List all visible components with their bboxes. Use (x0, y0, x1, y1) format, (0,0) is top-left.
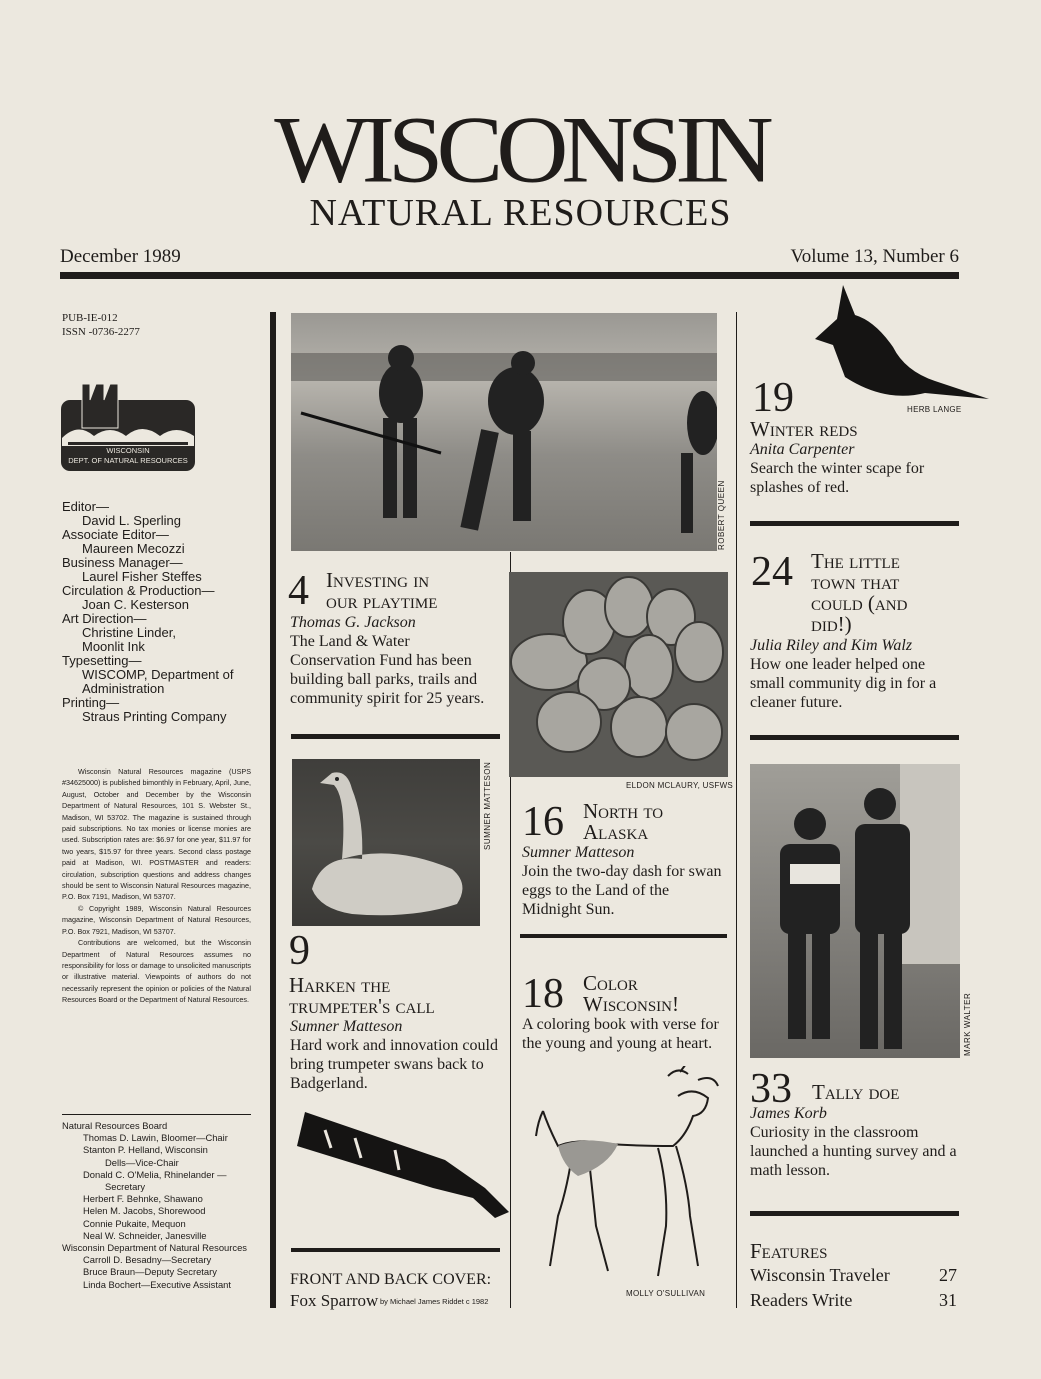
staff-typesetting-name1: WISCOMP, Department of (82, 667, 234, 682)
fine-print (62, 766, 251, 1006)
article-9-title-1: Harken the (289, 973, 391, 997)
marker-illustration (295, 1100, 515, 1230)
cover-subject: Fox Sparrow (290, 1291, 379, 1310)
board-member: Herbert F. Behnke, Shawano (83, 1193, 203, 1205)
board-rule (62, 1114, 251, 1115)
swan-photo (292, 759, 480, 926)
staff-business-role: Business Manager— (62, 555, 183, 570)
article-18-title-1: Color (583, 971, 638, 995)
article-24-title-4: did!) (811, 612, 852, 636)
article-4-title-2: our playtime (326, 589, 438, 613)
board-member: Stanton P. Helland, Wisconsin (83, 1144, 208, 1156)
article-19-desc: Search the winter scape for splashes of red. (750, 460, 925, 496)
article-19-rule (750, 521, 959, 526)
article-18-title-2: Wisconsin! (583, 992, 679, 1016)
staff-typesetting-role: Typesetting— (62, 653, 142, 668)
article-24-title-3: could (and (811, 591, 908, 615)
issue-date: December 1989 (60, 246, 181, 267)
eggs-credit: ELDON MCLAURY, USFWS (626, 781, 734, 790)
issue-volume: Volume 13, Number 6 (790, 246, 959, 267)
cover-rule (291, 1248, 500, 1252)
article-33-author: James Korb (750, 1105, 827, 1122)
staff-list (62, 500, 262, 724)
staff-circulation-name: Joan C. Kesterson (82, 597, 189, 612)
feature-page-readers: 31 (939, 1290, 957, 1310)
staff-circulation-role: Circulation & Production— (62, 583, 215, 598)
article-4-desc: The Land & Water Conservation Fund has been building ball parks, trails and community spirit for 25 years. (290, 633, 485, 707)
article-16-author: Sumner Matteson (522, 844, 635, 861)
article-19-number: 19 (752, 375, 794, 421)
masthead-title: WISCONSIN (274, 96, 767, 203)
article-33-number: 33 (750, 1066, 792, 1112)
dept-heading: Wisconsin Department of Natural Resources (62, 1242, 247, 1254)
cardinal-illustration (805, 285, 990, 400)
feature-item-traveler: Wisconsin Traveler (750, 1265, 890, 1285)
board-member: Secretary (105, 1181, 146, 1193)
article-4-rule (291, 734, 500, 739)
board-member: Connie Pukaite, Mequon (83, 1217, 186, 1229)
staff-editor-name: David L. Sperling (82, 513, 181, 528)
article-33-rule (750, 1211, 959, 1216)
board-list (62, 1120, 257, 1291)
features-heading: Features (750, 1239, 828, 1263)
staff-art-role: Art Direction— (62, 611, 147, 626)
staff-assoc-role: Associate Editor— (62, 527, 169, 542)
article-24-title-2: town that (811, 570, 900, 594)
skaters-photo (291, 313, 717, 551)
logo-line2: DEPT. OF NATURAL RESOURCES (68, 456, 188, 465)
article-33-title: Tally doe (812, 1080, 900, 1104)
swan-credit: SUMNER MATTESON (483, 761, 492, 850)
board-member: Neal W. Schneider, Janesville (83, 1229, 207, 1241)
cover-credit: by Michael James Riddet c 1982 (380, 1297, 489, 1306)
article-16-rule (520, 934, 727, 938)
people-photo (750, 764, 960, 1058)
article-9-title-2: trumpeter's call (289, 994, 435, 1018)
feature-page-traveler: 27 (939, 1265, 957, 1285)
article-24-rule (750, 735, 959, 740)
article-16-title-2: Alaska (583, 820, 649, 844)
article-24-number: 24 (751, 549, 793, 595)
staff-typesetting-name2: Administration (82, 681, 165, 696)
staff-art-name1: Christine Linder, (82, 625, 176, 640)
cover-heading: FRONT AND BACK COVER: (290, 1271, 492, 1288)
board-heading: Natural Resources Board (62, 1120, 168, 1131)
staff-printing-role: Printing— (62, 695, 120, 710)
article-33-desc: Curiosity in the classroom launched a hunting survey and a math lesson. (750, 1124, 957, 1179)
pub-id: PUB-IE-012 (62, 312, 118, 324)
masthead-rule (60, 272, 959, 279)
article-9-number: 9 (289, 928, 310, 974)
fine-print-publication: Wisconsin Natural Resources magazine (USPS #34625000) is published bimonthly in February, April, June, August, October and December by the Wisconsin Department of Natural Resources, 101 S. Webster St., Madison, WI 53702. The magazine is sustained through paid subscriptions. No tax monies or license monies are used. Subscription rates are: $6.97 for one year, $11.97 for two years, $15.97 for three years. Second class postage paid at Madison, WI. POSTMASTER and readers: circulation, subscription questions and address changes should be sent to Wisconsin Natural Resources magazine, P.O. Box 7191, Madison, WI 53707. (62, 767, 251, 902)
cardinal-credit: HERB LANGE (907, 405, 962, 414)
masthead-subtitle: NATURAL RESOURCES (309, 192, 732, 234)
board-member: Donald C. O'Melia, Rhinelander — (83, 1168, 227, 1180)
fine-print-contributions: Contributions are welcomed, but the Wisconsin Department of Natural Resources assumes no responsibility for loss or damage to unsolicited manuscripts or illustrative material. Viewpoints of authors do not necessarily represent the opinion or policies of the Natural Resources Board or the Department of Natural Resources. (62, 938, 251, 1005)
deer-drawing (518, 1066, 728, 1288)
feature-item-readers: Readers Write (750, 1290, 853, 1310)
article-16-number: 16 (522, 799, 564, 845)
article-4-author: Thomas G. Jackson (290, 614, 416, 631)
column-divider-right (736, 312, 737, 1308)
staff-business-name: Laurel Fisher Steffes (82, 569, 202, 584)
article-24-title-1: The little (811, 549, 900, 573)
dept-member: Carroll D. Besadny—Secretary (83, 1254, 212, 1266)
article-19-title: Winter reds (750, 417, 858, 441)
marker-icon (295, 1100, 515, 1230)
article-24-author: Julia Riley and Kim Walz (750, 637, 913, 654)
logo-line1: WISCONSIN (106, 446, 150, 455)
board-member: Helen M. Jacobs, Shorewood (83, 1205, 206, 1217)
cardinal-icon (805, 285, 990, 400)
article-16-desc: Join the two-day dash for swan eggs to the Land of the Midnight Sun. (522, 863, 722, 918)
staff-assoc-name: Maureen Mecozzi (82, 541, 185, 556)
skaters-credit: ROBERT QUEEN (717, 480, 726, 550)
staff-printing-name: Straus Printing Company (82, 709, 227, 724)
staff-editor-role: Editor— (62, 499, 109, 514)
article-19-author: Anita Carpenter (750, 441, 855, 458)
dept-member: Linda Bochert—Executive Assistant (83, 1278, 231, 1290)
article-4-number: 4 (288, 568, 309, 614)
issn: ISSN -0736-2277 (62, 326, 140, 338)
article-24-desc: How one leader helped one small community dig in for a cleaner future. (750, 656, 937, 711)
column-divider-left (270, 312, 276, 1308)
article-4-title-1: Investing in (326, 568, 430, 592)
article-18-desc: A coloring book with verse for the young and young at heart. (522, 1016, 719, 1052)
people-credit: MARK WALTER (963, 992, 972, 1056)
article-9-desc: Hard work and innovation could bring trumpeter swans back to Badgerland. (290, 1037, 498, 1092)
article-18-number: 18 (522, 971, 564, 1017)
eggs-photo (509, 572, 728, 777)
fine-print-copyright: © Copyright 1989, Wisconsin Natural Resources magazine, Wisconsin Department of Natural Resources, P.O. Box 7921, Madison, WI 53707. (62, 903, 251, 936)
article-16-title-1: North to (583, 799, 664, 823)
board-member: Dells—Vice-Chair (105, 1156, 179, 1168)
deer-credit: MOLLY O'SULLIVAN (626, 1289, 706, 1298)
deer-icon (518, 1066, 728, 1288)
dept-member: Bruce Braun—Deputy Secretary (83, 1266, 217, 1278)
publication-ids (62, 311, 140, 339)
article-9-author: Sumner Matteson (290, 1018, 403, 1035)
staff-art-name2: Moonlit Ink (82, 639, 145, 654)
dnr-logo (60, 380, 196, 472)
board-member: Thomas D. Lawin, Bloomer—Chair (83, 1132, 228, 1144)
